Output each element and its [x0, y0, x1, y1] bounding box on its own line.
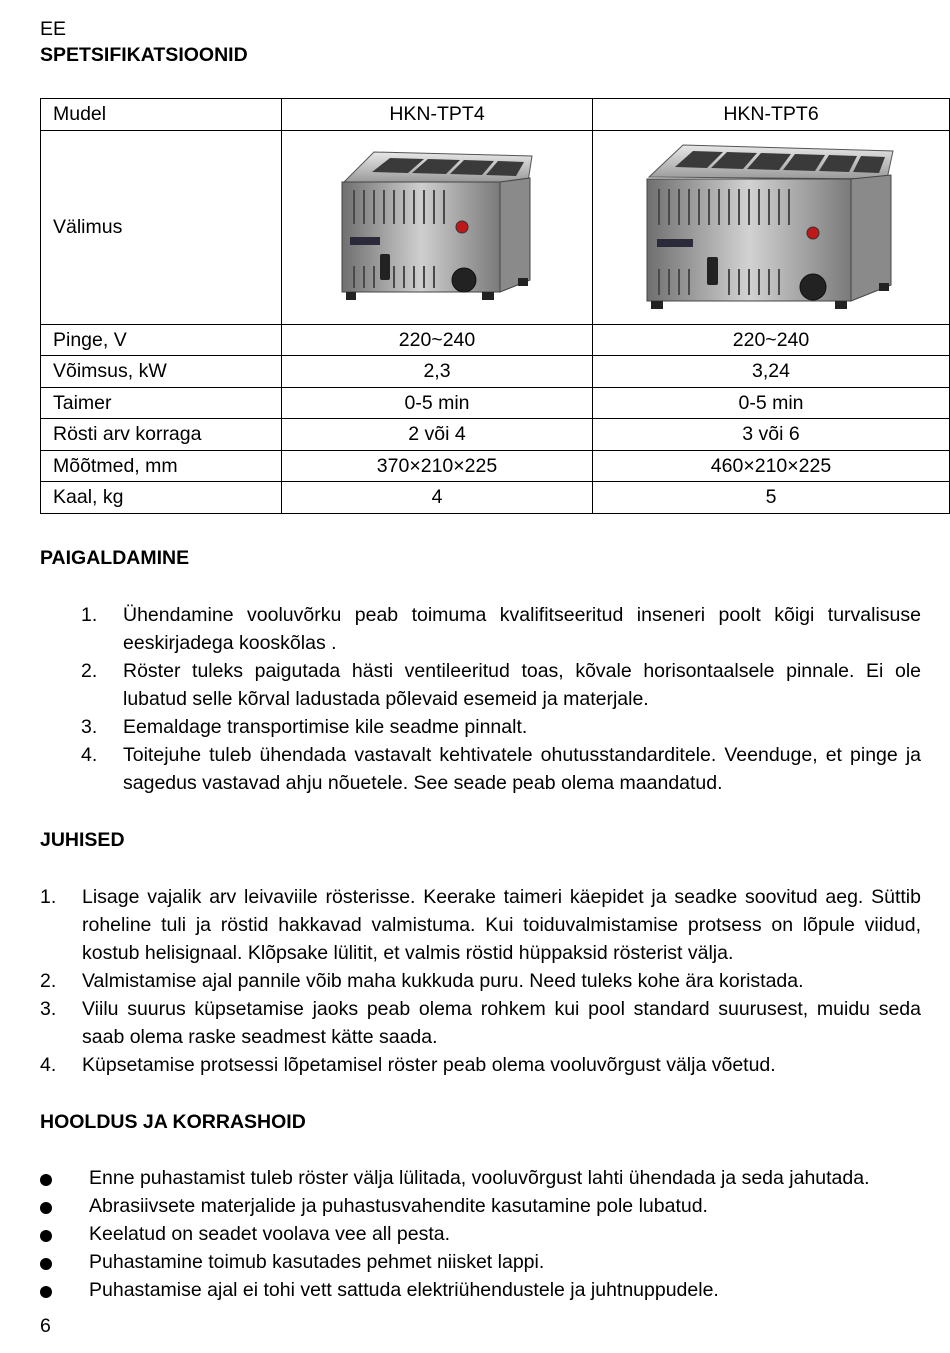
list-text: Toitejuhe tuleb ühendada vastavalt kehtivatele ohutusstandarditele. Veenduge, et pinge ja sagedus vastavad ahju nõuetele. See seade peab olema maandatud.	[123, 744, 921, 794]
list-text: Viilu suurus küpsetamise jaoks peab olema rohkem kui pool standard suurusest, muidu seda saab olema raske seadmest kätte saada.	[82, 998, 921, 1048]
list-item	[40, 1164, 949, 1192]
install-list	[81, 601, 921, 797]
bullet-icon	[40, 1174, 52, 1186]
table-cell: Taimer	[41, 387, 282, 419]
list-item	[40, 967, 921, 995]
instructions-heading: JUHISED	[40, 829, 125, 851]
list-item	[40, 1276, 949, 1304]
table-cell: Mõõtmed, mm	[41, 450, 282, 482]
toaster-6-slot-image	[593, 130, 950, 324]
install-heading: PAIGALDAMINE	[40, 547, 190, 569]
bullet-icon	[40, 1286, 52, 1298]
list-text: Küpsetamise protsessi lõpetamisel röster peab olema vooluvõrgust välja võetud.	[82, 1054, 776, 1076]
table-cell: 2 või 4	[282, 419, 593, 451]
bullet-icon	[40, 1230, 52, 1242]
table-cell: 220~240	[282, 324, 593, 356]
table-cell: Pinge, V	[41, 324, 282, 356]
table-cell: Võimsus, kW	[41, 356, 282, 388]
page-number: 6	[40, 1315, 51, 1337]
maintenance-heading: HOOLDUS JA KORRASHOID	[40, 1111, 306, 1133]
list-number: 1.	[81, 604, 98, 626]
list-text: Lisage vajalik arv leivaviile rösterisse. Keerake taimeri käepidet ja seadke soovitud aeg. Süttib roheline tuli ja röstid hakkavad valmistuma. Kui toiduvalmistamise protsess on lõpule viidud, kostub helisignaal. Klõpsake lülitit, et valmis röstid hüppaksid rösterist välja.	[82, 886, 921, 964]
list-text: Puhastamine toimub kasutades pehmet niisket lappi.	[89, 1251, 545, 1273]
table-cell: 3 või 6	[593, 419, 950, 451]
table-row	[41, 482, 950, 514]
table-cell: 460×210×225	[593, 450, 950, 482]
table-row	[41, 419, 950, 451]
table-cell: Mudel	[41, 99, 282, 131]
list-text: Abrasiivsete materjalide ja puhastusvahendite kasutamine pole lubatud.	[89, 1195, 708, 1217]
table-cell: Välimus	[41, 130, 282, 324]
list-item	[40, 1220, 949, 1248]
table-row	[41, 387, 950, 419]
list-text: Röster tuleks paigutada hästi ventileeritud toas, kõvale horisontaalsele pinnale. Ei ole lubatud selle kõrval ladustada põlevaid esemeid ja materjale.	[123, 660, 921, 710]
appearance-row	[41, 130, 950, 324]
table-cell: 5	[593, 482, 950, 514]
list-number: 4.	[81, 744, 98, 766]
bullet-icon	[40, 1258, 52, 1270]
list-number: 3.	[40, 998, 57, 1020]
spec-table	[40, 98, 950, 514]
table-row	[41, 450, 950, 482]
table-cell: Rösti arv korraga	[41, 419, 282, 451]
list-text: Puhastamise ajal ei tohi vett sattuda elektriühendustele ja juhtnuppudele.	[89, 1279, 719, 1301]
list-number: 3.	[81, 716, 98, 738]
bullet-icon	[40, 1202, 52, 1214]
table-cell: HKN-TPT4	[282, 99, 593, 131]
list-text: Keelatud on seadet voolava vee all pesta.	[89, 1223, 451, 1245]
table-cell: 3,24	[593, 356, 950, 388]
list-number: 1.	[40, 886, 57, 908]
table-row	[41, 324, 950, 356]
language-code: EE	[40, 18, 67, 40]
table-cell: 4	[282, 482, 593, 514]
instructions-list	[40, 883, 921, 1079]
maintenance-list	[40, 1164, 949, 1304]
list-number: 4.	[40, 1054, 57, 1076]
table-header-row	[41, 99, 950, 131]
list-item	[81, 741, 921, 797]
list-item	[81, 601, 921, 657]
list-item	[81, 713, 921, 741]
table-cell: 0-5 min	[593, 387, 950, 419]
list-item	[40, 883, 921, 967]
list-item	[81, 657, 921, 713]
list-text: Ühendamine vooluvõrku peab toimuma kvalifitseeritud inseneri poolt kõigi turvalisuse eeskirjadega kooskõlas .	[123, 604, 921, 654]
table-cell: HKN-TPT6	[593, 99, 950, 131]
list-item	[40, 1248, 949, 1276]
table-cell: 2,3	[282, 356, 593, 388]
table-cell: 220~240	[593, 324, 950, 356]
table-cell: 0-5 min	[282, 387, 593, 419]
list-number: 2.	[40, 970, 57, 992]
list-text: Enne puhastamist tuleb röster välja lülitada, vooluvõrgust lahti ühendada ja seda jahutada.	[89, 1167, 870, 1189]
list-item	[40, 995, 921, 1051]
list-item	[40, 1192, 949, 1220]
spec-heading: SPETSIFIKATSIOONID	[40, 44, 248, 66]
table-row	[41, 356, 950, 388]
table-cell: 370×210×225	[282, 450, 593, 482]
list-item	[40, 1051, 921, 1079]
list-text: Valmistamise ajal pannile võib maha kukkuda puru. Need tuleks kohe ära koristada.	[82, 970, 804, 992]
list-text: Eemaldage transportimise kile seadme pinnalt.	[123, 716, 528, 738]
table-cell: Kaal, kg	[41, 482, 282, 514]
list-number: 2.	[81, 660, 98, 682]
toaster-4-slot-image	[282, 130, 593, 324]
